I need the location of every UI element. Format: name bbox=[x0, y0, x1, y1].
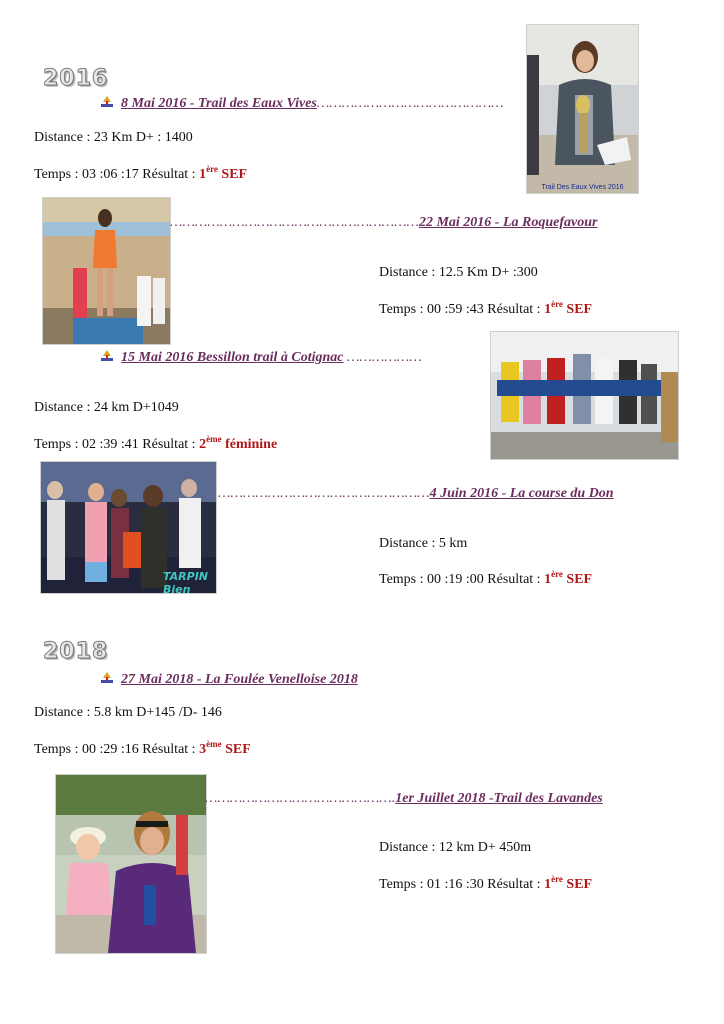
race-photo-podium bbox=[42, 197, 171, 345]
race-result: Temps : 00 :59 :43 Résultat : 1ère SEF bbox=[379, 299, 593, 317]
race-result: Temps : 00 :19 :00 Résultat : 1ère SEF bbox=[379, 569, 593, 587]
photo-caption: TARPIN Bien bbox=[163, 570, 208, 594]
race-title: 27 Mai 2018 - La Foulée Venelloise 2018 bbox=[121, 672, 358, 687]
race-photo-podium bbox=[526, 24, 639, 194]
race-distance: Distance : 5.8 km D+145 /D- 146 bbox=[34, 705, 222, 720]
race-distance: Distance : 12.5 Km D+ :300 bbox=[379, 265, 538, 280]
photo-caption: Trail Des Eaux Vives 2016 bbox=[541, 184, 624, 191]
arrow-bullet-icon bbox=[101, 96, 113, 108]
race-result: Temps : 03 :06 :17 Résultat : 1ère SEF bbox=[34, 164, 248, 182]
race-title: ……………………………………….1er Juillet 2018 -Trail des Lavandes bbox=[205, 791, 603, 806]
race-photo-finisher bbox=[55, 774, 207, 954]
race-title: 8 Mai 2016 - Trail des Eaux Vives……………………………………… bbox=[121, 96, 504, 111]
year-heading-2018: 2018 bbox=[43, 639, 109, 664]
race-distance: Distance : 5 km bbox=[379, 536, 468, 551]
race-photo-award bbox=[40, 461, 217, 594]
race-photo-group bbox=[490, 331, 679, 460]
year-heading-2016: 2016 bbox=[43, 66, 109, 91]
race-result: Temps : 02 :39 :41 Résultat : 2ème féminine bbox=[34, 434, 278, 452]
race-result: Temps : 00 :29 :16 Résultat : 3ème SEF bbox=[34, 739, 251, 757]
race-distance: Distance : 23 Km D+ : 1400 bbox=[34, 130, 193, 145]
arrow-bullet-icon bbox=[101, 350, 113, 362]
race-title: ……………………………………………………22 Mai 2016 - La Roquefavour bbox=[170, 215, 598, 230]
race-title: 15 Mai 2016 Bessillon trail à Cotignac ……………… bbox=[121, 350, 422, 365]
race-distance: Distance : 24 km D+1049 bbox=[34, 400, 179, 415]
race-distance: Distance : 12 km D+ 450m bbox=[379, 840, 532, 855]
race-title: ……………………………………………4 Juin 2016 - La course du Don bbox=[218, 486, 614, 501]
race-result: Temps : 01 :16 :30 Résultat : 1ère SEF bbox=[379, 874, 593, 892]
arrow-bullet-icon bbox=[101, 672, 113, 684]
